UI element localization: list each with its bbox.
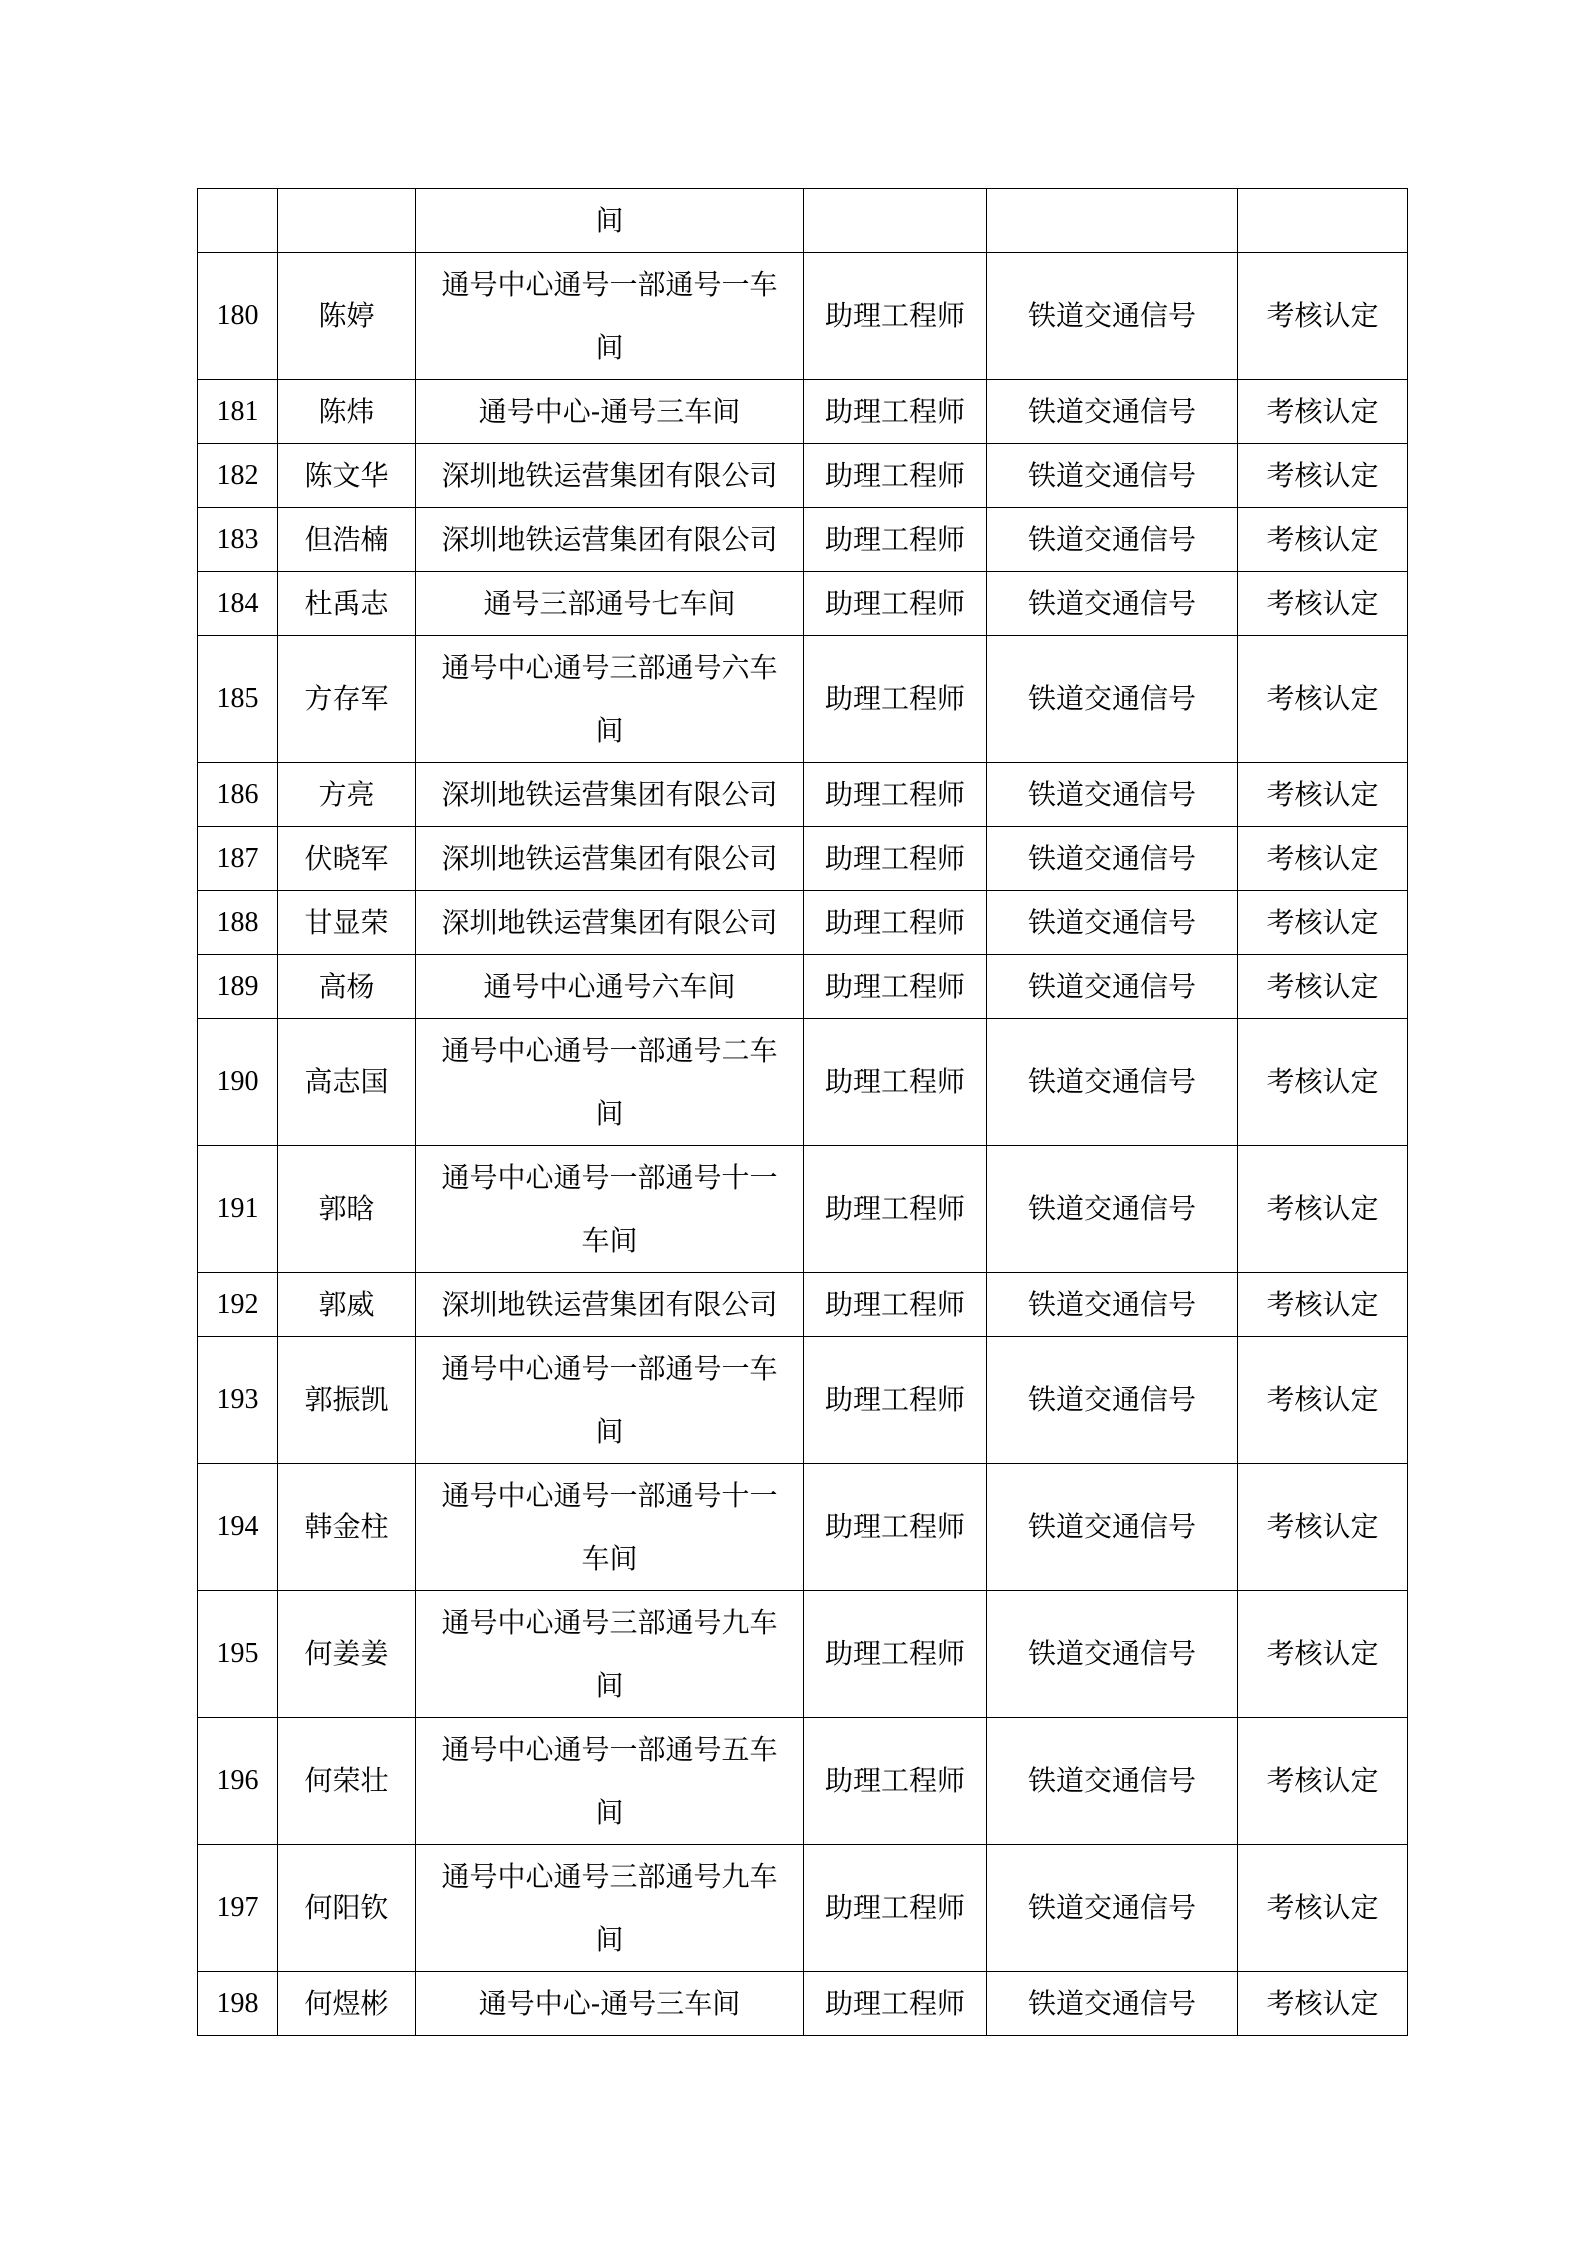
method-cell: 考核认定: [1238, 1845, 1408, 1972]
table-row: [198, 955, 1408, 1019]
title-cell: 助理工程师: [804, 827, 987, 891]
index-cell: 193: [198, 1337, 278, 1464]
name-cell: 何阳钦: [278, 1845, 416, 1972]
table-row: [198, 1591, 1408, 1718]
major-cell: 铁道交通信号: [987, 572, 1238, 636]
major-cell: 铁道交通信号: [987, 763, 1238, 827]
department-cell: 间: [416, 189, 804, 253]
name-cell: 杜禹志: [278, 572, 416, 636]
title-cell: 助理工程师: [804, 1718, 987, 1845]
table-row: [198, 444, 1408, 508]
title-cell: 助理工程师: [804, 1464, 987, 1591]
title-cell: 助理工程师: [804, 380, 987, 444]
table-row: [198, 1337, 1408, 1464]
table-row: [198, 1464, 1408, 1591]
index-cell: 190: [198, 1019, 278, 1146]
method-cell: 考核认定: [1238, 572, 1408, 636]
method-cell: 考核认定: [1238, 891, 1408, 955]
table-row: [198, 1273, 1408, 1337]
department-cell: 通号中心通号一部通号十一车间: [416, 1146, 804, 1273]
major-cell: 铁道交通信号: [987, 1591, 1238, 1718]
name-cell: 何姜姜: [278, 1591, 416, 1718]
title-cell: 助理工程师: [804, 1337, 987, 1464]
major-cell: 铁道交通信号: [987, 1146, 1238, 1273]
table-row: [198, 508, 1408, 572]
table-row: [198, 1845, 1408, 1972]
title-cell: 助理工程师: [804, 1972, 987, 2036]
name-cell: 方亮: [278, 763, 416, 827]
major-cell: 铁道交通信号: [987, 444, 1238, 508]
table-row: [198, 1718, 1408, 1845]
name-cell: 郭晗: [278, 1146, 416, 1273]
table-row: [198, 891, 1408, 955]
major-cell: 铁道交通信号: [987, 1972, 1238, 2036]
title-cell: 助理工程师: [804, 891, 987, 955]
department-cell: 通号中心通号一部通号五车间: [416, 1718, 804, 1845]
department-cell: 深圳地铁运营集团有限公司: [416, 508, 804, 572]
department-cell: 深圳地铁运营集团有限公司: [416, 763, 804, 827]
major-cell: 铁道交通信号: [987, 827, 1238, 891]
method-cell: 考核认定: [1238, 763, 1408, 827]
major-cell: 铁道交通信号: [987, 508, 1238, 572]
table-row: [198, 1146, 1408, 1273]
method-cell: 考核认定: [1238, 1337, 1408, 1464]
title-cell: [804, 189, 987, 253]
table-body: [198, 189, 1408, 2036]
department-cell: 深圳地铁运营集团有限公司: [416, 827, 804, 891]
name-cell: 郭振凯: [278, 1337, 416, 1464]
name-cell: 陈文华: [278, 444, 416, 508]
major-cell: 铁道交通信号: [987, 1019, 1238, 1146]
department-cell: 通号中心通号六车间: [416, 955, 804, 1019]
department-cell: 深圳地铁运营集团有限公司: [416, 444, 804, 508]
department-cell: 通号中心通号三部通号六车间: [416, 636, 804, 763]
title-cell: 助理工程师: [804, 444, 987, 508]
title-cell: 助理工程师: [804, 572, 987, 636]
method-cell: 考核认定: [1238, 636, 1408, 763]
title-cell: 助理工程师: [804, 955, 987, 1019]
table-row: [198, 253, 1408, 380]
method-cell: 考核认定: [1238, 253, 1408, 380]
name-cell: 甘显荣: [278, 891, 416, 955]
table-row: [198, 1972, 1408, 2036]
method-cell: 考核认定: [1238, 1972, 1408, 2036]
method-cell: 考核认定: [1238, 1591, 1408, 1718]
certification-table: [197, 188, 1408, 2036]
method-cell: 考核认定: [1238, 508, 1408, 572]
table-row: [198, 763, 1408, 827]
major-cell: 铁道交通信号: [987, 1337, 1238, 1464]
table-row-continued: [198, 189, 1408, 253]
name-cell: [278, 189, 416, 253]
department-cell: 通号中心通号三部通号九车间: [416, 1591, 804, 1718]
name-cell: 但浩楠: [278, 508, 416, 572]
method-cell: 考核认定: [1238, 955, 1408, 1019]
department-cell: 通号中心通号一部通号十一车间: [416, 1464, 804, 1591]
major-cell: 铁道交通信号: [987, 636, 1238, 763]
major-cell: 铁道交通信号: [987, 1718, 1238, 1845]
index-cell: 186: [198, 763, 278, 827]
department-cell: 通号中心通号一部通号二车间: [416, 1019, 804, 1146]
index-cell: 182: [198, 444, 278, 508]
department-cell: 通号三部通号七车间: [416, 572, 804, 636]
name-cell: 高志国: [278, 1019, 416, 1146]
title-cell: 助理工程师: [804, 1591, 987, 1718]
title-cell: 助理工程师: [804, 1019, 987, 1146]
name-cell: 陈婷: [278, 253, 416, 380]
table-row: [198, 827, 1408, 891]
method-cell: 考核认定: [1238, 827, 1408, 891]
department-cell: 深圳地铁运营集团有限公司: [416, 891, 804, 955]
name-cell: 方存军: [278, 636, 416, 763]
major-cell: 铁道交通信号: [987, 380, 1238, 444]
title-cell: 助理工程师: [804, 636, 987, 763]
method-cell: 考核认定: [1238, 1273, 1408, 1337]
name-cell: 何煜彬: [278, 1972, 416, 2036]
major-cell: 铁道交通信号: [987, 1464, 1238, 1591]
table-row: [198, 636, 1408, 763]
method-cell: 考核认定: [1238, 1718, 1408, 1845]
major-cell: 铁道交通信号: [987, 955, 1238, 1019]
table-row: [198, 380, 1408, 444]
department-cell: 通号中心通号一部通号一车间: [416, 1337, 804, 1464]
index-cell: 194: [198, 1464, 278, 1591]
method-cell: 考核认定: [1238, 380, 1408, 444]
method-cell: 考核认定: [1238, 444, 1408, 508]
index-cell: 181: [198, 380, 278, 444]
name-cell: 伏晓军: [278, 827, 416, 891]
name-cell: 陈炜: [278, 380, 416, 444]
name-cell: 高杨: [278, 955, 416, 1019]
name-cell: 韩金柱: [278, 1464, 416, 1591]
method-cell: 考核认定: [1238, 1019, 1408, 1146]
index-cell: 195: [198, 1591, 278, 1718]
title-cell: 助理工程师: [804, 1845, 987, 1972]
title-cell: 助理工程师: [804, 508, 987, 572]
index-cell: 197: [198, 1845, 278, 1972]
department-cell: 通号中心通号一部通号一车间: [416, 253, 804, 380]
index-cell: 183: [198, 508, 278, 572]
index-cell: 185: [198, 636, 278, 763]
index-cell: 191: [198, 1146, 278, 1273]
department-cell: 深圳地铁运营集团有限公司: [416, 1273, 804, 1337]
major-cell: 铁道交通信号: [987, 1845, 1238, 1972]
name-cell: 郭威: [278, 1273, 416, 1337]
title-cell: 助理工程师: [804, 253, 987, 380]
index-cell: 188: [198, 891, 278, 955]
department-cell: 通号中心-通号三车间: [416, 1972, 804, 2036]
table-row: [198, 572, 1408, 636]
index-cell: 187: [198, 827, 278, 891]
title-cell: 助理工程师: [804, 1273, 987, 1337]
index-cell: 180: [198, 253, 278, 380]
method-cell: 考核认定: [1238, 1146, 1408, 1273]
department-cell: 通号中心-通号三车间: [416, 380, 804, 444]
major-cell: 铁道交通信号: [987, 253, 1238, 380]
major-cell: [987, 189, 1238, 253]
department-cell: 通号中心通号三部通号九车间: [416, 1845, 804, 1972]
certification-table-container: [197, 188, 1407, 2036]
index-cell: [198, 189, 278, 253]
title-cell: 助理工程师: [804, 763, 987, 827]
index-cell: 196: [198, 1718, 278, 1845]
major-cell: 铁道交通信号: [987, 891, 1238, 955]
table-row: [198, 1019, 1408, 1146]
index-cell: 184: [198, 572, 278, 636]
title-cell: 助理工程师: [804, 1146, 987, 1273]
index-cell: 198: [198, 1972, 278, 2036]
name-cell: 何荣壮: [278, 1718, 416, 1845]
major-cell: 铁道交通信号: [987, 1273, 1238, 1337]
method-cell: 考核认定: [1238, 1464, 1408, 1591]
method-cell: [1238, 189, 1408, 253]
index-cell: 189: [198, 955, 278, 1019]
index-cell: 192: [198, 1273, 278, 1337]
